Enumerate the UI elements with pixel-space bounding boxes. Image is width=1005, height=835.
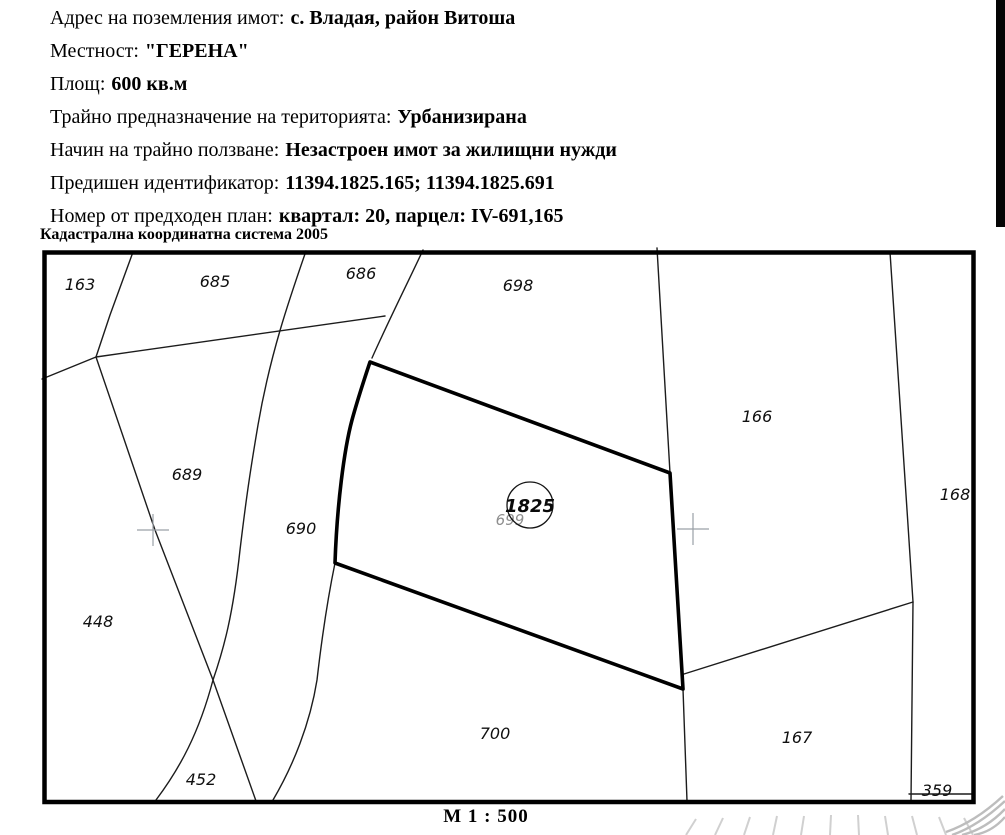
previous-id-value: 11394.1825.165; 11394.1825.691: [285, 172, 555, 194]
previous-parcel-number: 699: [495, 511, 525, 529]
land-use-value: Незастроен имот за жилищни нужди: [285, 139, 617, 161]
address-label: Адрес на поземления имот:: [50, 7, 285, 29]
highlighted-parcel-number: 1825: [504, 496, 556, 517]
area-value: 600 кв.м: [111, 73, 188, 95]
parcel-label-686: 686: [345, 264, 377, 283]
parcel-label-685: 685: [199, 272, 231, 291]
parcel-label-359: 359: [921, 781, 953, 800]
survey-cross-right: [677, 513, 709, 545]
coordinate-system-label: Кадастрална координатна система 2005: [40, 226, 328, 243]
territory-purpose-value: Урбанизирана: [397, 106, 527, 128]
previous-plan-label: Номер от предходен план:: [50, 205, 273, 227]
scan-edge-strip: [996, 0, 1005, 227]
locality-value: "ГЕРЕНА": [144, 40, 249, 62]
parcel-label-168: 168: [939, 485, 971, 504]
map-scale-label: М 1 : 500: [443, 806, 529, 827]
locality-label: Местност:: [50, 40, 139, 62]
parcel-label-690: 690: [285, 519, 317, 538]
parcel-label-163: 163: [64, 275, 96, 294]
parcel-label-166: 166: [741, 407, 773, 426]
parcel-label-700: 700: [479, 724, 511, 743]
area-label: Площ:: [50, 73, 106, 95]
territory-purpose-label: Трайно предназначение на територията:: [50, 106, 392, 128]
parcel-label-167: 167: [781, 728, 813, 747]
parcel-label-452: 452: [185, 770, 217, 789]
parcel-label-448: 448: [82, 612, 114, 631]
parcel-label-698: 698: [502, 276, 534, 295]
previous-id-label: Предишен идентификатор:: [50, 172, 280, 194]
previous-plan-value: квартал: 20, парцел: IV-691,165: [278, 205, 564, 227]
land-use-label: Начин на трайно ползване:: [50, 139, 280, 161]
survey-cross-left: [137, 514, 169, 546]
address-value: с. Владая, район Витоша: [290, 7, 516, 29]
parcel-label-689: 689: [171, 465, 203, 484]
